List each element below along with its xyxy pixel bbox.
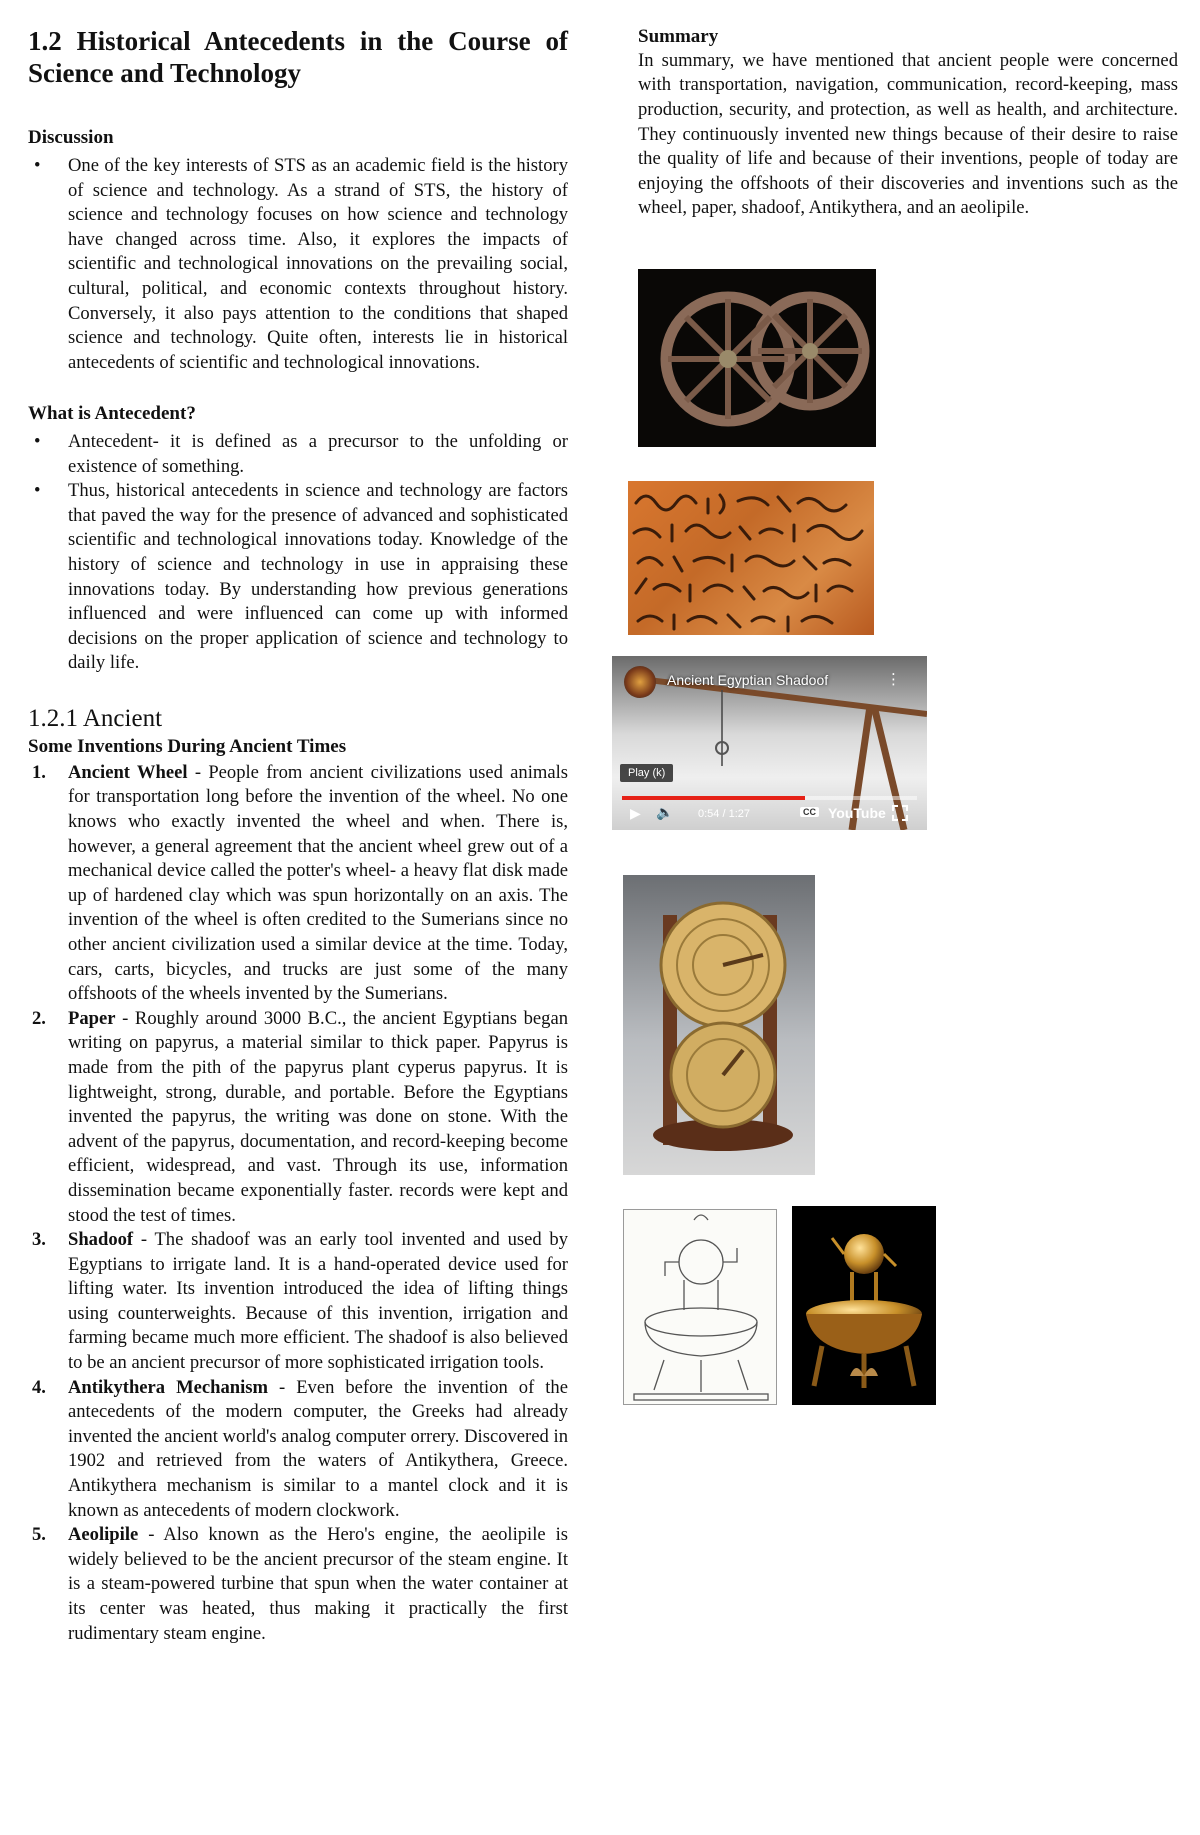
invention-name: Paper <box>68 1007 116 1029</box>
discussion-heading: Discussion <box>28 127 114 149</box>
inventions-subheading: Some Inventions During Ancient Times <box>28 736 347 758</box>
video-progress-track[interactable] <box>622 796 917 800</box>
wheel-illustration <box>638 269 876 447</box>
item-number: 5. <box>32 1524 46 1546</box>
right-column <box>638 26 1178 221</box>
aeolipile-drawing-image <box>623 1209 777 1405</box>
cc-button[interactable]: CC <box>800 807 819 817</box>
fullscreen-icon[interactable] <box>892 805 908 821</box>
more-options-icon[interactable]: ⋮ <box>886 670 901 688</box>
video-time: 0:54 / 1:27 <box>698 808 750 820</box>
ancient-wheel-image <box>638 269 876 447</box>
inventions-list <box>28 761 568 1646</box>
invention-text: - Also known as the Hero's engine, the aeolipile is widely believed to be the ancient precursor of the steam engine. It is a steam-powered turbine that spun when the water container at its center was heated, thus making it practically the first rudimentary steam engine. <box>68 1524 568 1644</box>
item-number: 2. <box>32 1007 46 1029</box>
page-title: 1.2 Historical Antecedents in the Course of Science and Technology <box>28 26 568 88</box>
invention-text: - People from ancient civilizations used animals for transportation long before the invention of the wheel. No one knows who exactly invented the wheel and when. There is, however, a general agreement that the ancient wheel grew out of a mechanical device called the potter's wheel- a heavy flat disk made up of hardened clay which was spun horizontally on an axis. The invention of the wheel is often credited to the Sumerians since no other ancient civilization used a similar device at the time. Today, cars, carts, bicycles, and trucks are just some of the many offshoots of the wheels invented by the Sumerians. <box>68 761 568 1005</box>
invention-name: Ancient Wheel <box>68 761 188 783</box>
discussion-list <box>28 154 568 375</box>
youtube-logo[interactable]: YouTube <box>828 805 886 821</box>
invention-item <box>32 1228 568 1376</box>
invention-text: - Even before the invention of the antecedents of the modern computer, the Greeks had already invented the ancient world's analog computer orrery. Discovered in 1902 and retrieved from the waters of Antikythera, Greece. Antikythera mechanism is similar to a mantel clock and it is known as antecedents of modern clockwork. <box>68 1376 568 1521</box>
invention-item <box>32 761 568 1007</box>
invention-text: - Roughly around 3000 B.C., the ancient Egyptians began writing on papyrus, a material similar to thick paper. Papyrus is made from the pith of the papyrus plant cyperus papyrus. It is lightweight, strong, durable, and portable. Before the Egyptians invented the papyrus, the writing was done on stone. With the advent of the papyrus, documentation, and record-keeping become efficient, widespread, and vast. Through its use, information dissemination became exponentially faster. records were kept and stood the test of times. <box>68 1007 568 1226</box>
list-item: • Thus, historical antecedents in science and technology are factors that paved the way for the presence of advanced and sophisticated scientific and technological innovations today. Knowledge of the history of science and technology in use in appraising these innovations today. By understanding how previous generations influenced and were influenced can come up with informed decisions on the proper application of science and technology to daily life. <box>68 479 568 676</box>
summary-text: In summary, we have mentioned that ancient people were concerned with transportation, navigation, communication, record-keeping, mass production, security, and protection, as well as health, and architecture. They continuously invented new things because of their desire to raise the quality of life and because of their inventions, people of today are enjoying the offshoots of their discoveries and inventions such as the wheel, paper, shadoof, Antikythera, and an aeolipile. <box>638 49 1178 219</box>
left-column <box>28 26 568 1646</box>
invention-name: Aeolipile <box>68 1524 139 1546</box>
papyrus-image <box>628 481 874 635</box>
item-number: 3. <box>32 1229 46 1251</box>
invention-item <box>32 1376 568 1524</box>
invention-text: - The shadoof was an early tool invented and used by Egyptians to irrigate land. It is a hand-operated device used for lifting water. Its invention introduced the idea of lifting things using counterweights. Because of this invention, irrigation and farming became much more efficient. The shadoof is also believed to be an ancient precursor of more sophisticated irrigation tools. <box>68 1229 568 1374</box>
antecedent-list <box>28 430 568 676</box>
aeolipile-drawing <box>624 1210 777 1405</box>
item-number: 1. <box>32 761 46 783</box>
papyrus-writing <box>628 481 874 635</box>
play-tooltip: Play (k) <box>620 764 673 782</box>
invention-item <box>32 1007 568 1228</box>
volume-icon[interactable]: 🔈 <box>656 805 674 821</box>
summary-heading: Summary <box>638 26 719 47</box>
aeolipile-photo-image <box>792 1206 936 1405</box>
shadoof-video-player[interactable] <box>612 656 927 830</box>
antecedent-heading: What is Antecedent? <box>28 403 196 425</box>
aeolipile-model <box>792 1206 936 1405</box>
antikythera-illustration <box>623 875 815 1175</box>
video-progress-fill <box>622 796 805 800</box>
list-item: • Antecedent- it is defined as a precursor to the unfolding or existence of something. <box>68 430 568 479</box>
list-item: • One of the key interests of STS as an academic field is the history of science and technology. As a strand of STS, the history of science and technology focuses on how science and technology have changed across time. Also, it explores the impacts of scientific and technological innovations on the prevailing social, cultural, political, and economic contexts throughout history. Conversely, it also pays attention to the conditions that shaped science and technology. Quite often, interests lie in historical antecedents of scientific and technological innovations. <box>68 154 568 375</box>
ancient-heading: 1.2.1 Ancient <box>28 705 163 733</box>
play-icon[interactable]: ▶ <box>630 806 641 822</box>
invention-name: Shadoof <box>68 1229 134 1251</box>
video-avatar[interactable] <box>624 666 656 698</box>
video-title[interactable]: Ancient Egyptian Shadoof <box>667 672 829 688</box>
invention-name: Antikythera Mechanism <box>68 1376 269 1398</box>
item-number: 4. <box>32 1376 46 1398</box>
invention-item <box>32 1523 568 1646</box>
antikythera-image <box>623 875 815 1175</box>
